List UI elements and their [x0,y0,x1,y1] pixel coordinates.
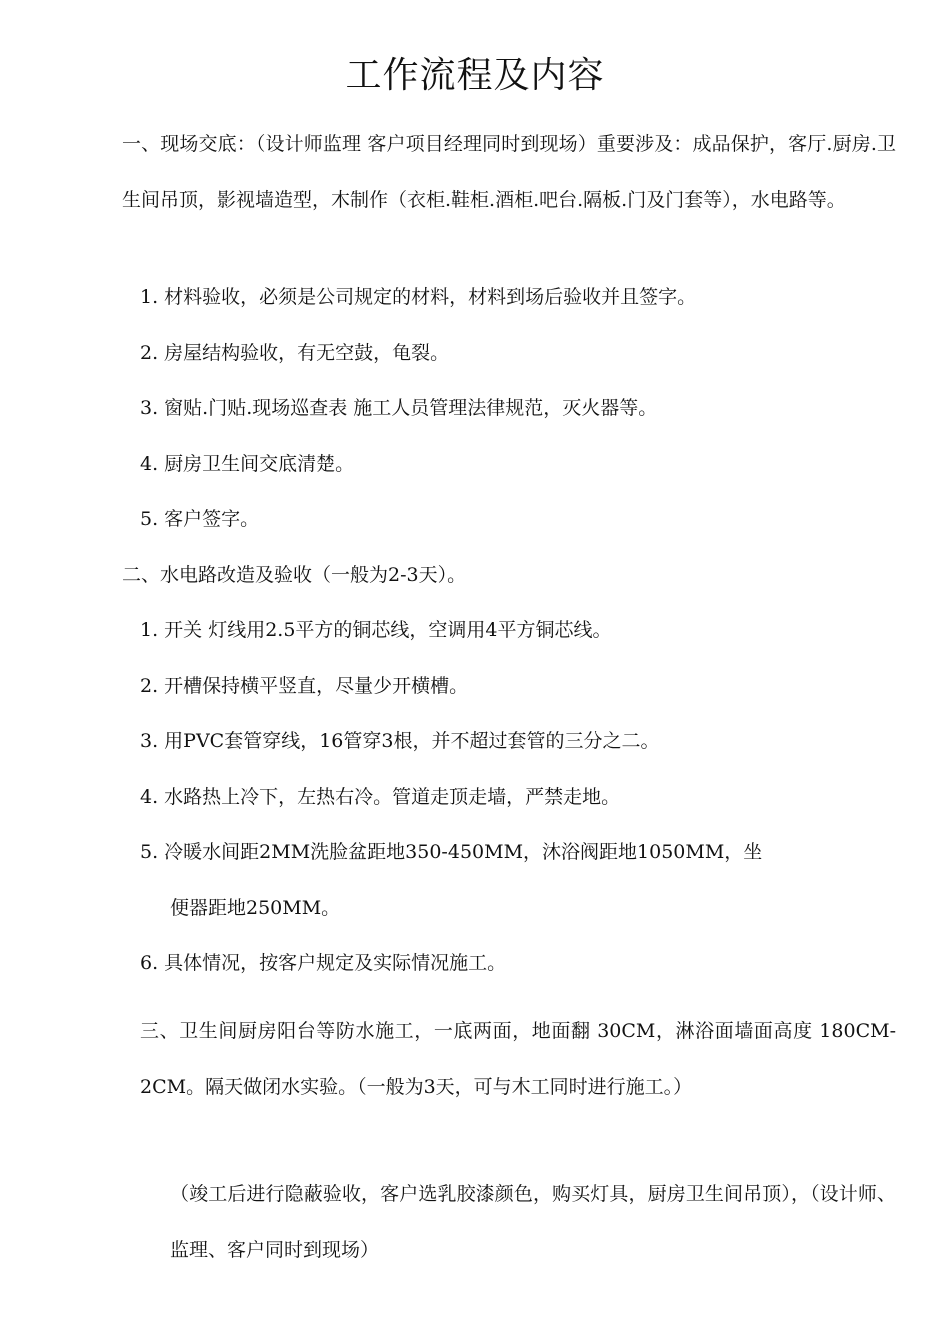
section2-item-4: 4. 水路热上冷下，左热右冷。管道走顶走墙，严禁走地。 [140,786,621,808]
section1-paragraph: 一、现场交底：（设计师监理 客户项目经理同时到现场）重要涉及：成品保护，客厅.厨房.卫生间吊顶，影视墙造型，木制作（衣柜.鞋柜.酒柜.吧台.隔板.门及门套等），水电路等。 [122,133,896,211]
page-title: 工作流程及内容 [345,55,605,96]
section1-item-5: 5. 客户签字。 [140,508,260,530]
section2-item-1: 1. 开关 灯线用2.5平方的铜芯线，空调用4平方铜芯线。 [140,619,612,641]
section1-item-4: 4. 厨房卫生间交底清楚。 [140,453,355,475]
section1-item-2: 2. 房屋结构验收，有无空鼓，龟裂。 [140,342,450,364]
section3-paragraph: 三、卫生间厨房阳台等防水施工，一底两面，地面翻 30CM，淋浴面墙面高度 180CM-2CM。隔天做闭水实验。（一般为3天，可与木工同时进行施工。） [140,1020,896,1098]
section2-item-5-continued: 便器距地250MM。 [170,897,341,919]
section2-item-6: 6. 具体情况，按客户规定及实际情况施工。 [140,952,507,974]
section2-item-5: 5. 冷暖水间距2MM洗脸盆距地350-450MM，沐浴阀距地1050MM，坐 [140,841,763,863]
section1-item-3: 3. 窗贴.门贴.现场巡查表 施工人员管理法律规范，灭火器等。 [140,397,658,419]
section1-item-1: 1. 材料验收，必须是公司规定的材料，材料到场后验收并且签字。 [140,286,697,308]
section3-note: （竣工后进行隐蔽验收，客户选乳胶漆颜色，购买灯具，厨房卫生间吊顶），（设计师、监理、客户同时到现场） [170,1183,896,1261]
section2-item-2: 2. 开槽保持横平竖直，尽量少开横槽。 [140,675,469,697]
section2-heading: 二、水电路改造及验收（一般为2-3天）。 [122,564,467,586]
section2-item-3: 3. 用PVC套管穿线，16管穿3根，并不超过套管的三分之二。 [140,730,660,752]
